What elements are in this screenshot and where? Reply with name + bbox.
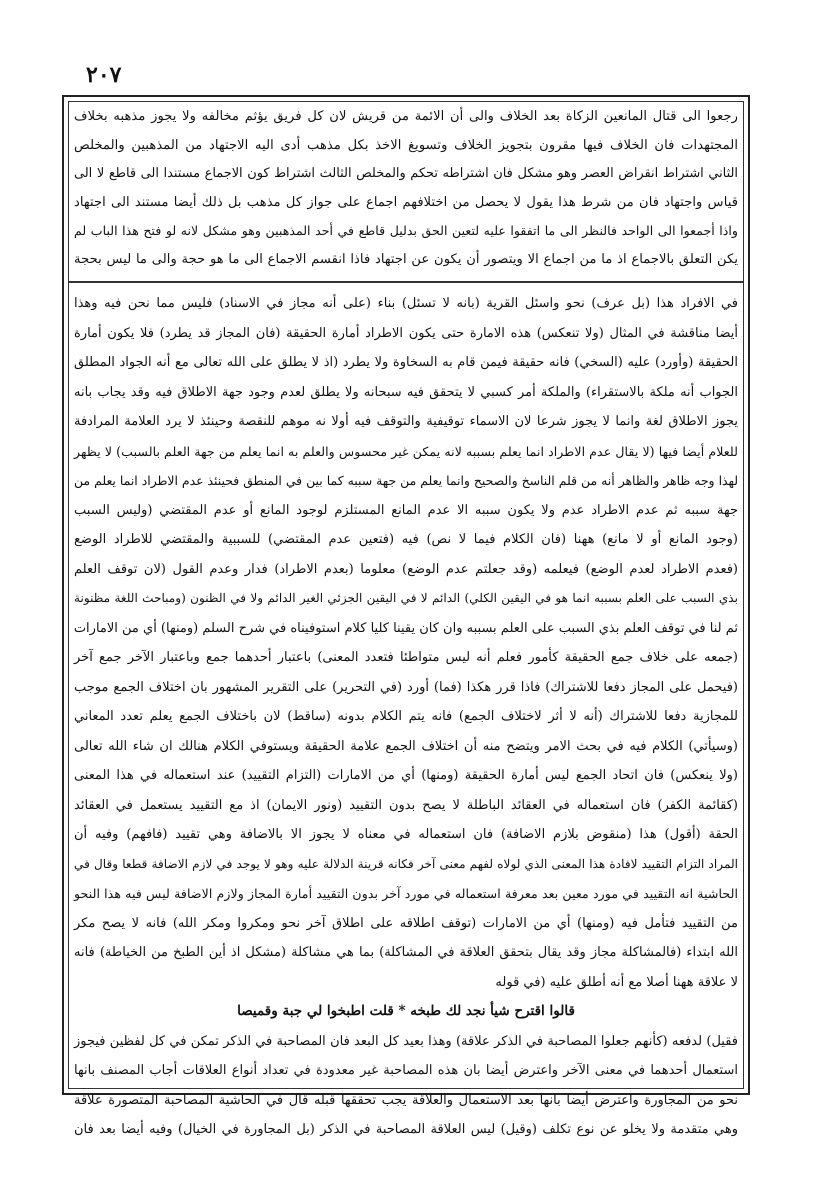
text-line: في الافراد هذا (بل عرف) نحو واسئل القرية (بانه لا تسئل) بناء (على أنه مجاز في الاسناد) فليس مما نحن فيه وهذا xyxy=(74,296,738,311)
text-line: (جمعه على خلاف جمع الحقيقة كأمور فعلم أنه ليس متواطئا فتعدد المعنى) باعتبار أحدهما جمع وباعتبار الآخر جمع آخر xyxy=(74,650,738,665)
text-line: (وجود المانع أو لا مانع) ههنا (فان الكلام فيما لا نص) فيه (فتعين عدم المقتضي) للسببية والمقتضي للاطراد الوضع xyxy=(74,532,738,547)
text-line: (فيحمل على المجاز دفعا للاشتراك) فاذا قرر هكذا (فما) أورد (في التحرير) على التقرير المشهور بان اختلاف الجمع موجب xyxy=(74,679,738,695)
text-line: المراد التزام التقييد لافادة هذا المعنى الذي لولاه لفهم معنى آخر فكانه قرينة الدلالة عليه وهو لا يوجد في لازم الاضافة قطعا وقال في xyxy=(74,856,738,871)
text-line: فقيل) لدفعه (كأنهم جعلوا المصاحبة في الذكر علاقة) وهذا بعيد كل البعد فان المصاحبة في الذكر تمكن في كل لفظين فيجوز xyxy=(74,1033,738,1049)
text-line: نحو من المجاورة واعترض أيضا بانها بعد الاستعمال والعلاقة يجب تحققها قبله قال في الحاشية المصاحبة المتصورة علاقة xyxy=(74,1092,738,1108)
page-frame xyxy=(62,95,750,1137)
text-line: ثم لنا في توقف العلم بذي السبب على العلم بسببه وان كان يقينا كليا كلام استوفيناه في شرح السلم (ومنها) أي من الامارات xyxy=(73,620,738,636)
text-line: أيضا مناقشة في المثال (ولا تنعكس) هذه الامارة حتى يكون الاطراد أمارة الحقيقة (فان المجاز قد يطرد) فلا يكون أمارة xyxy=(74,325,738,341)
text-line: للعلام أيضا فيها (لا يقال عدم الاطراد انما يعلم بسببه لانه يمكن غير محسوس والعلم به انما يعلم من جهة العلم بالسبب) لا يظهر xyxy=(74,443,738,459)
text-line: يكن التعلق بالاجماع اذ ما من اجماع الا ويتصور أن يكون عن اجتهاد فاذا انقسم الاجماع الى ما هو حجة والى ما ليس بحجة xyxy=(74,251,738,267)
marginal-commentary xyxy=(74,103,738,277)
text-line: بذي السبب على العلم بسببه انما هو في اليقين الكلي) الدائم لا في اليقين الجزئي الغير الدائم ولا في الظنون (ومباحث اللغة مظنونة xyxy=(74,591,738,605)
main-text xyxy=(73,289,738,1137)
text-line: استعمال أحدهما في معنى الآخر واعترض أيضا بان هذه المصاحبة غير معدودة في تعداد أنواع العلاقات أجاب المصنف بانها xyxy=(74,1063,738,1078)
text-line: الثاني اشتراط انقراض العصر وهو مشكل فان اشتراطه تحكم والمخلص الثالث اشتراط كون الاجماع مستندا الى قاطع لا الى xyxy=(74,166,738,181)
page-number: ٢٠٧ xyxy=(86,62,122,88)
text-line: الحقة (أقول) هذا (منقوض بلازم الاضافة) فان استعماله في معناه لا يجوز الا بالاضافة وهي تقييد (فافهم) وفيه أن xyxy=(74,827,738,842)
text-line: (فعدم الاطراد لعدم الوضع) فيعلمه (وقد جعلتم عدم الوضع) معلوما (بعدم الاطراد) فدار وعدم القول (لان توقف العلم xyxy=(74,561,738,577)
text-line: (ولا ينعكس) فان اتحاد الجمع ليس أمارة الحقيقة (ومنها) أي من الامارات (التزام التقييد) عند استعماله في هذا المعنى xyxy=(74,768,738,783)
text-line: من التقييد فتأمل فيه (ومنها) أي من الامارات (توقف اطلاقه على اطلاق آخر نحو ومكروا ومكر الله) فانه لا يصح مكر xyxy=(74,915,738,931)
text-line: الحقيقة (وأورد) عليه (السخي) فانه حقيقة فيمن قام به السخاوة ولا يطرد (اذ لا يطلق على الله تعالى مع أنه الجواد المطلق xyxy=(74,355,738,370)
text-line: لهذا وجه ظاهر والظاهر أنه من قلم الناسخ والصحيح وانما يعلم من جهة سببه كما بين في المنطق فحينئذ عدم الاطراد انما يعلم من xyxy=(74,473,738,488)
text-line: رجعوا الى قتال المانعين الزكاة بعد الخلاف والى أن الائمة من قريش لان كل فريق يؤثم مخالفه ولا يجوز مذهبه بخلاف xyxy=(74,109,738,124)
text-line: الحاشية انه التقييد في مورد معين بعد معرفة استعماله في مورد آخر بدون التقييد أمارة المجاز ولازم الاضافة ليس فيه هذا النحو xyxy=(74,886,738,901)
text-line: للمجازية دفعا للاشتراك (أنه لا أثر لاختلاف الجمع) فانه يتم الكلام بدونه (ساقط) لان باختلاف الجمع يعلم تعدد المعاني xyxy=(74,709,738,724)
verse-line: قالوا اقترح شيأ نجد لك طبخه * قلت اطبخوا لي جبة وقميصا xyxy=(237,1003,575,1019)
section-divider xyxy=(68,281,744,283)
text-line: المجتهدات فان الخلاف فيها مقرون بتجويز الخلاف وتسويغ الاخذ بكل مذهب أدى اليه الاجتهاد من المذهبين والمخلص xyxy=(74,137,738,153)
text-line: وهي متقدمة ولا يخلو عن نوع تكلف (وقيل) ليس العلاقة المصاحبة في الذكر (بل المجاورة في الخيال) وفيه أيضا بعد فان xyxy=(74,1122,738,1137)
text-line: قياس واجتهاد فان من شرط هذا يقول لا يحصل من اختلافهم اجماع على جواز كل مذهب بل ذلك أيضا مستند الى اجتهاد xyxy=(74,194,738,210)
text-line: جهة سببه ثم عدم الاطراد عدم ولا يكون سببه الا عدم المانع المستلزم لوجود المانع أو عدم المقتضي (وليس السبب xyxy=(74,502,738,518)
text-line: الله ابتداء (فالمشاكلة مجاز وقد يقال بتحقق العلاقة في المشاكلة) بما هي مشاكلة (مشكل اذ أين الطبخ من الخياطة) فانه xyxy=(74,945,738,960)
text-line: (وسيأتي) الكلام فيه في بحث الامر ويتضح منه أن اختلاف الجمع علامة الحقيقة ويستوفي الكلام هنالك ان شاء الله تعالى xyxy=(74,738,738,754)
text-line: (كقائمة الكفر) فان استعماله في العقائد الباطلة لا يصح بدون التقييد (ونور الايمان) اذ مع التقييد يستعمل في العقائد xyxy=(74,797,738,813)
text-line-short: لا علاقة ههنا أصلا مع أنه أطلق عليه (في قوله xyxy=(495,974,738,990)
text-line: يجوز الاطلاق لغة وانما لا يجوز شرعا لان الاسماء توقيفية والتوقف فيه أولا نه موهم للنقصة وحينئذ لا يرد العلامة المرادفة xyxy=(74,414,738,429)
text-line: الجواب أنه ملكة بالاستقراء) والملكة أمر كسبي لا يتحقق فيه سبحانه ولا يطلق لعدم وجود جهة الاطلاق فيه وقد يجاب بانه xyxy=(74,384,738,400)
text-line: واذا أجمعوا الى الواحد فالنظر الى ما اتفقوا عليه لتعين الحق بدليل قاطع في أحد المذهبين وهو مشكل لانه لو فتح هذا الباب لم xyxy=(74,223,738,238)
